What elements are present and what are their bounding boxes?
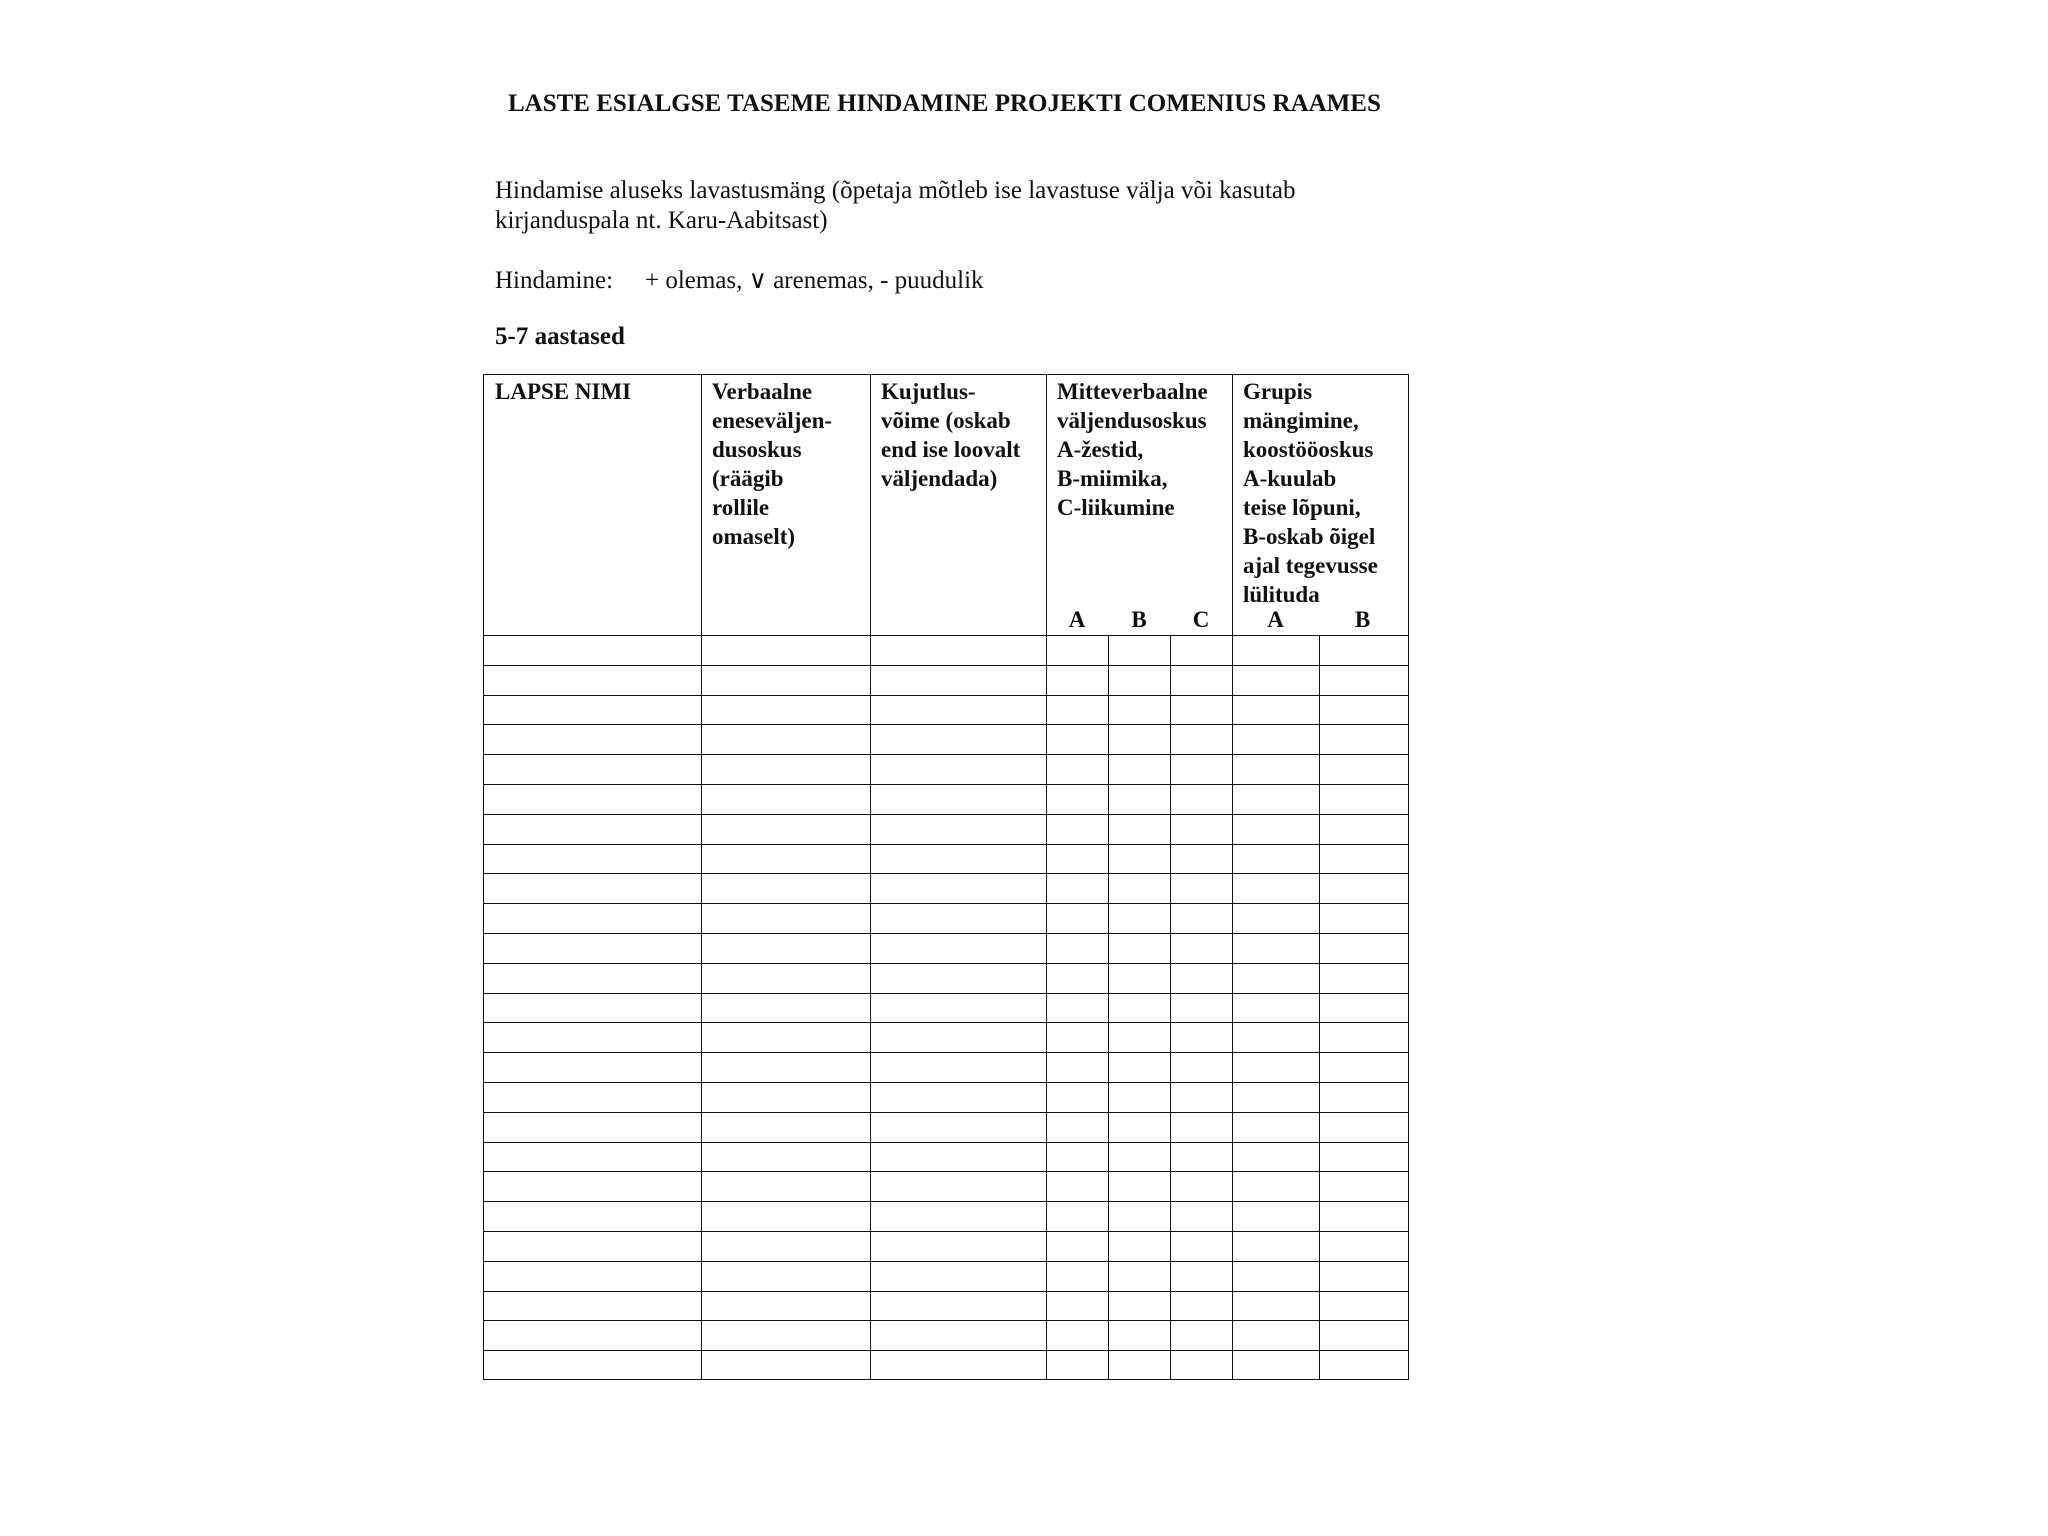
- subcolumn-label: A: [1267, 607, 1284, 632]
- header-line: koostööoskus: [1243, 437, 1374, 462]
- intro-line: Hindamise aluseks lavastusmäng (õpetaja mõtleb ise lavastuse välja või kasutab: [495, 177, 1296, 204]
- table-row-rule: [484, 1052, 1408, 1053]
- table-row-rule: [484, 993, 1408, 994]
- header-line: eneseväljen-: [712, 408, 833, 433]
- header-line: teise lõpuni,: [1243, 495, 1361, 520]
- table-row-rule: [484, 784, 1408, 785]
- subcolumn-divider: [1170, 635, 1171, 1379]
- intro-line: kirjanduspala nt. Karu-Aabitsast): [495, 207, 828, 234]
- table-row-rule: [484, 1291, 1408, 1292]
- header-line: omaselt): [712, 524, 796, 549]
- table-row-rule: [484, 1231, 1408, 1232]
- header-line: B-miimika,: [1057, 466, 1168, 491]
- table-row-rule: [484, 1171, 1408, 1172]
- table-row-rule: [484, 754, 1408, 755]
- header-line: (räägib: [712, 466, 784, 491]
- subcolumn-label: B: [1131, 607, 1147, 632]
- table-row-rule: [484, 724, 1408, 725]
- subcolumn-divider: [1108, 635, 1109, 1379]
- table-row-rule: [484, 814, 1408, 815]
- subcolumn-label: B: [1354, 607, 1371, 632]
- subcolumn-label: A: [1068, 607, 1086, 632]
- assessment-table: [483, 374, 1409, 1380]
- header-line: Mitteverbaalne: [1057, 379, 1208, 404]
- header-verbal-expression: [712, 377, 867, 551]
- header-line: dusoskus: [712, 437, 802, 462]
- header-child-name: [495, 377, 695, 406]
- grading-label: Hindamine:: [495, 267, 614, 294]
- header-group-play: [1243, 377, 1408, 609]
- header-line: väljendada): [881, 466, 998, 491]
- table-row-rule: [484, 1112, 1408, 1113]
- subcolumn-label: C: [1192, 607, 1210, 632]
- table-row-rule: [484, 963, 1408, 964]
- grading-legend: [495, 265, 984, 295]
- table-row-rule: [484, 873, 1408, 874]
- header-line: väljendusoskus: [1057, 408, 1207, 433]
- table-row-rule: [484, 1022, 1408, 1023]
- header-line: Grupis: [1243, 379, 1313, 404]
- table-row-rule: [484, 1320, 1408, 1321]
- column-divider: [870, 375, 871, 1379]
- table-row-rule: [484, 844, 1408, 845]
- age-group-heading: 5-7 aastased: [495, 323, 625, 350]
- header-line: A-kuulab: [1243, 466, 1337, 491]
- header-line: võime (oskab: [881, 408, 1011, 433]
- header-line: Kujutlus-: [881, 379, 976, 404]
- table-row-rule: [484, 1201, 1408, 1202]
- table-row-rule: [484, 665, 1408, 666]
- header-line: lülituda: [1243, 582, 1320, 607]
- table-row-rule: [484, 1350, 1408, 1351]
- table-row-rule: [484, 1082, 1408, 1083]
- header-line: rollile: [712, 495, 770, 520]
- header-line: C-liikumine: [1057, 495, 1175, 520]
- table-row-rule: [484, 635, 1408, 636]
- header-line: ajal tegevusse: [1243, 553, 1378, 578]
- document-title: LASTE ESIALGSE TASEME HINDAMINE PROJEKTI COMENIUS RAAMES: [508, 90, 1381, 117]
- header-line: B-oskab õigel: [1243, 524, 1376, 549]
- header-line: A-žestid,: [1057, 437, 1144, 462]
- table-row-rule: [484, 695, 1408, 696]
- table-row-rule: [484, 1261, 1408, 1262]
- table-row-rule: [484, 933, 1408, 934]
- header-imagination: [881, 377, 1046, 493]
- table-row-rule: [484, 903, 1408, 904]
- header-line: LAPSE NIMI: [495, 379, 632, 404]
- header-line: end ise loovalt: [881, 437, 1021, 462]
- column-divider: [1046, 375, 1047, 1379]
- intro-text: [495, 176, 1395, 236]
- header-line: Verbaalne: [712, 379, 813, 404]
- header-nonverbal-expression: [1057, 377, 1232, 522]
- column-divider: [1232, 375, 1233, 1379]
- grading-scale: + olemas, ∨ arenemas, - puudulik: [645, 267, 984, 294]
- column-divider: [701, 375, 702, 1379]
- subcolumn-divider: [1319, 635, 1320, 1379]
- table-row-rule: [484, 1142, 1408, 1143]
- header-line: mängimine,: [1243, 408, 1359, 433]
